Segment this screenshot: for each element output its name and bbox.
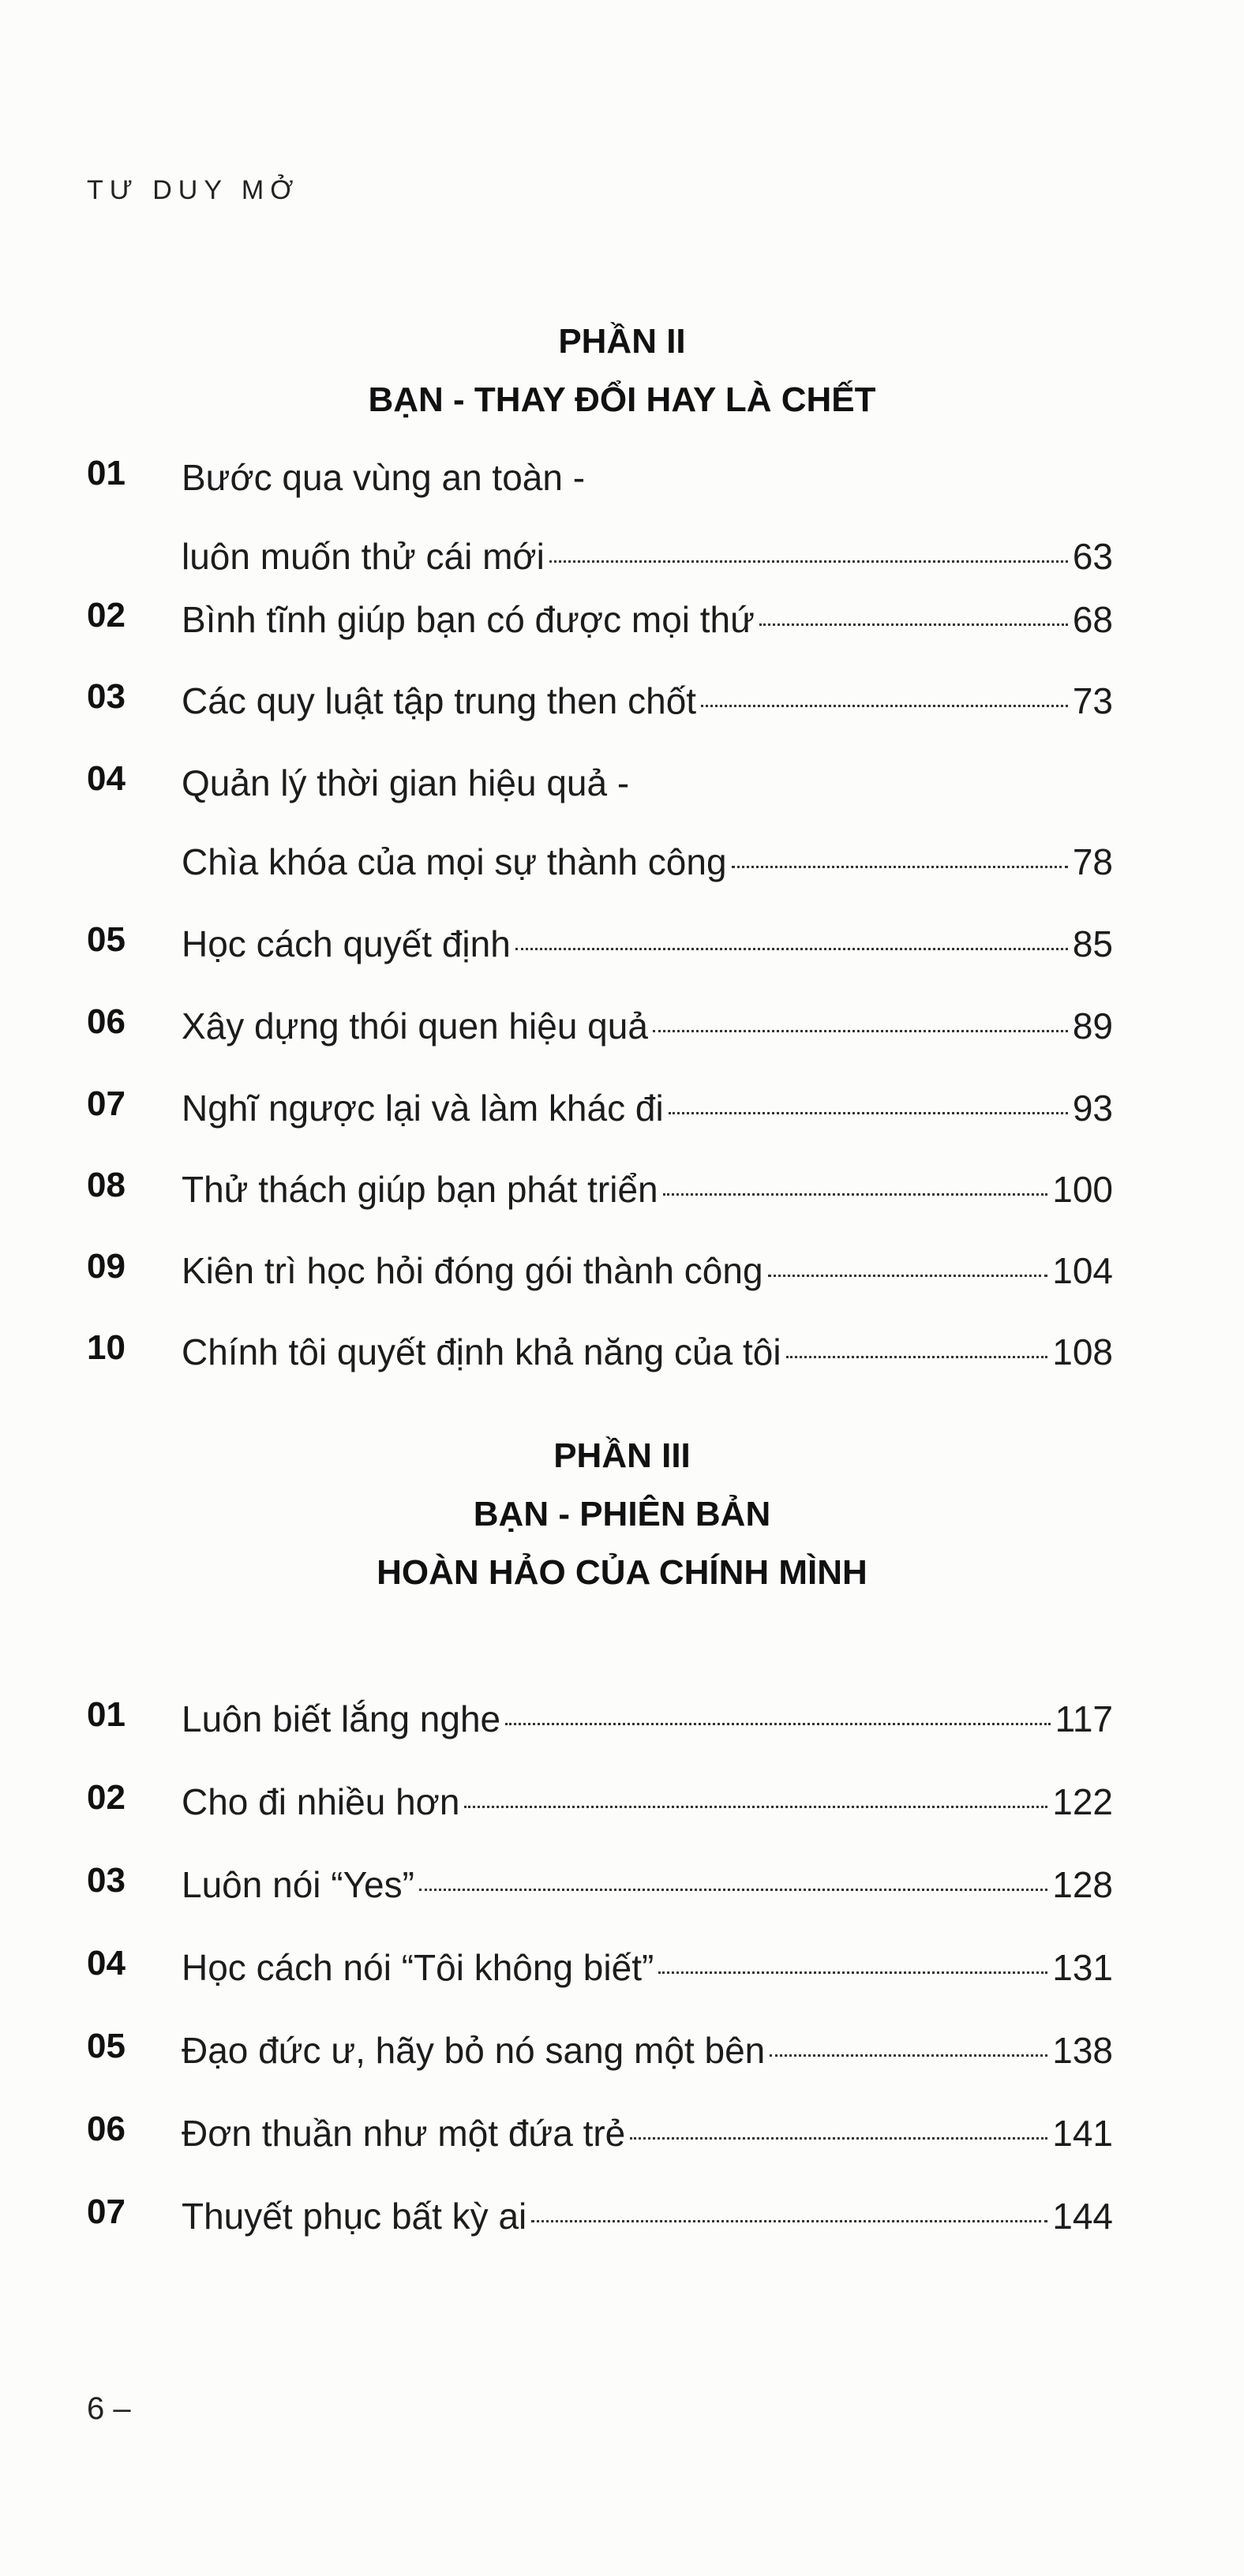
- page-number: 63: [1072, 536, 1113, 577]
- entry-title: Học cách quyết định: [182, 923, 511, 964]
- entry-number: 02: [87, 1778, 126, 1817]
- page-number: 122: [1052, 1781, 1113, 1822]
- entry-title: Thử thách giúp bạn phát triển: [182, 1169, 658, 1210]
- part-3-label: PHẦN III: [553, 1436, 691, 1475]
- dot-leader: [770, 2054, 1047, 2057]
- entry-title: Luôn nói “Yes”: [182, 1864, 414, 1905]
- entry-number: 09: [87, 1247, 126, 1286]
- dot-leader: [464, 1806, 1047, 1808]
- entry-number: 10: [87, 1328, 126, 1367]
- dot-leader: [768, 1275, 1048, 1277]
- entry-number: 08: [87, 1166, 126, 1204]
- part-2-title: BẠN - THAY ĐỔI HAY LÀ CHẾT: [368, 380, 876, 419]
- page-number: 131: [1052, 1947, 1113, 1988]
- entry-number: 01: [87, 454, 126, 492]
- dot-leader: [630, 2137, 1047, 2140]
- entry-title: Nghĩ ngược lại và làm khác đi: [182, 1088, 664, 1129]
- dot-leader: [669, 1112, 1068, 1114]
- entry-title: Các quy luật tập trung then chốt: [182, 680, 697, 721]
- dot-leader: [515, 948, 1068, 950]
- entry-number: 07: [87, 2192, 126, 2231]
- dot-leader: [663, 1193, 1048, 1196]
- part-3-heading: [0, 1427, 1244, 1602]
- part-3-title-line-1: BẠN - PHIÊN BẢN: [473, 1495, 771, 1533]
- entry-number: 05: [87, 920, 126, 959]
- page-number: 100: [1052, 1169, 1113, 1210]
- dot-leader: [701, 705, 1068, 707]
- dot-leader: [658, 1971, 1047, 1974]
- entry-title-continued: luôn muốn thử cái mới: [182, 536, 545, 577]
- entry-number: 05: [87, 2027, 126, 2065]
- part-3-title-line-2: HOÀN HẢO CỦA CHÍNH MÌNH: [377, 1553, 867, 1592]
- page-number: 68: [1072, 599, 1113, 640]
- entry-number: 03: [87, 1861, 126, 1900]
- page-number: 93: [1072, 1088, 1113, 1129]
- page-number: 144: [1052, 2196, 1113, 2237]
- entry-number: 03: [87, 677, 126, 716]
- entry-title: Học cách nói “Tôi không biết”: [182, 1947, 654, 1988]
- dot-leader: [732, 866, 1068, 868]
- part-2-heading: [0, 313, 1244, 429]
- entry-number: 02: [87, 596, 126, 635]
- page-number: 138: [1052, 2030, 1113, 2071]
- page-number: 108: [1052, 1331, 1113, 1372]
- dot-leader: [759, 623, 1068, 626]
- entry-title-continued: Chìa khóa của mọi sự thành công: [182, 841, 727, 882]
- page-number: 141: [1052, 2113, 1113, 2154]
- entry-title: Luôn biết lắng nghe: [182, 1698, 501, 1739]
- entry-title: Bước qua vùng an toàn -: [182, 457, 586, 498]
- dot-leader: [786, 1356, 1048, 1358]
- entry-title: Đơn thuần như một đứa trẻ: [182, 2113, 626, 2154]
- entry-title: Cho đi nhiều hơn: [182, 1781, 460, 1822]
- dot-leader: [505, 1723, 1051, 1725]
- page-number: 85: [1072, 923, 1113, 964]
- entry-number: 04: [87, 759, 126, 798]
- dot-leader: [653, 1030, 1068, 1032]
- entry-title: Thuyết phục bất kỳ ai: [182, 2196, 527, 2237]
- entry-title: Kiên trì học hỏi đóng gói thành công: [182, 1250, 763, 1291]
- entry-number: 06: [87, 1002, 126, 1041]
- dot-leader: [531, 2220, 1047, 2222]
- entry-title: Quản lý thời gian hiệu quả -: [182, 762, 630, 803]
- page-number: 117: [1055, 1698, 1113, 1739]
- page-folio: 6 –: [87, 2391, 131, 2426]
- entry-title: Xây dựng thói quen hiệu quả: [182, 1005, 648, 1046]
- dot-leader: [419, 1889, 1047, 1891]
- entry-title: Chính tôi quyết định khả năng của tôi: [182, 1331, 781, 1372]
- part-2-label: PHẦN II: [558, 322, 686, 361]
- entry-title: Bình tĩnh giúp bạn có được mọi thứ: [182, 599, 755, 640]
- entry-number: 07: [87, 1084, 126, 1123]
- page-number: 78: [1072, 841, 1113, 882]
- dot-leader: [549, 560, 1068, 563]
- entry-number: 01: [87, 1695, 126, 1734]
- page-number: 128: [1052, 1864, 1113, 1905]
- entry-number: 04: [87, 1944, 126, 1983]
- page-number: 104: [1052, 1250, 1113, 1291]
- running-head: TƯ DUY MỞ: [87, 175, 300, 205]
- entry-title: Đạo đức ư, hãy bỏ nó sang một bên: [182, 2030, 766, 2071]
- page-number: 89: [1072, 1005, 1113, 1046]
- page-number: 73: [1072, 680, 1113, 721]
- entry-number: 06: [87, 2110, 126, 2148]
